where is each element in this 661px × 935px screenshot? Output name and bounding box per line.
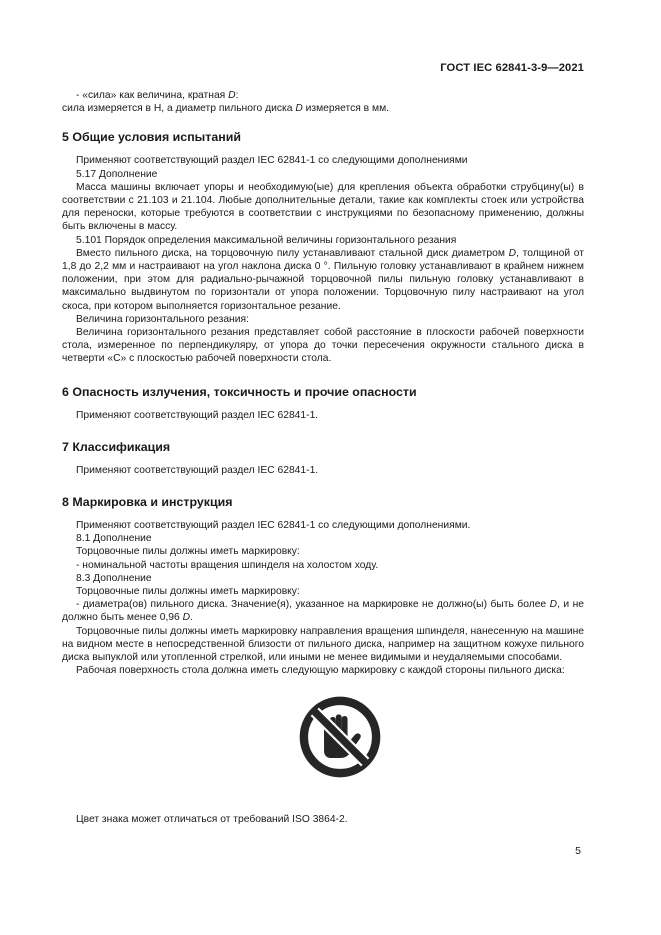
no-hand-prohibition-icon	[298, 695, 382, 779]
section-8-title: 8 Маркировка и инструкция	[62, 495, 233, 510]
page-content	[62, 89, 584, 826]
section-5-title: 5 Общие условия испытаний	[62, 130, 241, 145]
section-6-title: 6 Опасность излучения, токсичность и прочие опасности	[62, 384, 417, 399]
section-8-para-7: Рабочая поверхность стола должна иметь следующую маркировку с каждой стороны пильного диска:	[76, 665, 565, 677]
page-number: 5	[575, 845, 581, 857]
section-8-para-5-var-1: D	[549, 599, 558, 611]
section-5-para-3-a: Вместо пильного диска, на торцовочную пилу устанавливают стальной диск диаметром	[76, 247, 509, 259]
section-5-para-3-var: D	[508, 247, 517, 259]
section-5-sub-5-101: 5.101 Порядок определения максимальной величины горизонтального резания	[76, 234, 457, 246]
section-8-para-5	[62, 598, 584, 624]
section-5-para-3-b: , толщиной от 1,8 до 2,2 мм и настраивают на угол наклона диска 0 °. Пильную головку устанавливают в крайнем нижнем положении, при этом для радиально-рычажной торцовочной пилы пильную головку устанавливают в максимально выдвинутом по горизонтали от упора положении. Торцовочную пилу настраивают на угол скоса, при котором выполняется горизонтальное резание.	[62, 247, 585, 312]
section-8-para-2: Торцовочные пилы должны иметь маркировку:	[76, 546, 300, 558]
section-8-para-5-b: , и не должно быть менее 0,96	[62, 599, 585, 624]
section-5-para-5: Величина горизонтального резания представляет собой расстояние в плоскости рабочей поверхности стола, измеренное по перпендикуляру, от упора до точки пересечения окружности стального диска в четверти «С» с плоскостью рабочей поверхности стола.	[62, 327, 584, 365]
section-5-para-3	[62, 247, 584, 313]
intro-line-2	[62, 102, 584, 115]
section-8-para-6: Торцовочные пилы должны иметь маркировку направления вращения шпинделя, нанесенную на машине на видном месте в непосредственной близости от пильного диска, например на защитном кожухе пильного диска выпуклой или утопленной стрелкой, или иными не менее видимыми и неудаляемыми способами.	[62, 625, 584, 664]
section-8-para-3: - номинальной частоты вращения шпинделя на холостом ходу.	[76, 559, 379, 571]
intro-line-1-var: D	[228, 90, 236, 101]
document-code-header: ГОСТ IEC 62841-3-9—2021	[440, 62, 584, 74]
intro-line-1-end: :	[235, 90, 239, 101]
section-8-sub-8-3: 8.3 Дополнение	[76, 572, 152, 584]
section-5-para-4: Величина горизонтального резания:	[76, 313, 249, 325]
intro-line-1-text: - «сила» как величина, кратная	[76, 90, 229, 101]
section-7-title: 7 Классификация	[62, 439, 171, 454]
section-5-sub-5-17: 5.17 Дополнение	[76, 168, 158, 180]
section-8-para-1: Применяют соответствующий раздел IEC 62841-1 со следующими дополнениями.	[76, 520, 471, 532]
intro-line-2-b: измеряется в мм.	[302, 103, 390, 115]
section-8-sub-8-1: 8.1 Дополнение	[76, 533, 152, 545]
intro-line-1	[62, 89, 584, 102]
intro-line-2-a: сила измеряется в Н, а диаметр пильного диска	[62, 103, 296, 115]
sign-container	[62, 695, 584, 779]
section-8-para-5-var-2: D	[182, 612, 191, 624]
section-8-para-5-c: .	[190, 612, 193, 624]
section-6-para-1: Применяют соответствующий раздел IEC 62841-1.	[76, 409, 319, 421]
sign-color-note: Цвет знака может отличаться от требований ISO 3864-2.	[76, 813, 348, 825]
section-8-para-5-a: - диаметра(ов) пильного диска. Значение(я), указанное на маркировке не должно(ы) быть более	[76, 599, 550, 611]
intro-line-2-var: D	[295, 103, 303, 115]
section-5-para-2: Масса машины включает упоры и необходимую(ые) для крепления объекта обработки струбцину(ы) в соответствии с 21.103 и 21.104. Любые дополнительные детали, такие как комплекты стоек или устройства для переноски, которые требуются в соответствии с инструкциями по безопасному применению, должны быть включены в массу.	[62, 181, 584, 233]
section-7-para-1: Применяют соответствующий раздел IEC 62841-1.	[76, 464, 319, 476]
section-5-para-1: Применяют соответствующий раздел IEC 62841-1 со следующими дополнениями	[76, 155, 468, 167]
section-8-para-4: Торцовочные пилы должны иметь маркировку:	[76, 586, 300, 598]
